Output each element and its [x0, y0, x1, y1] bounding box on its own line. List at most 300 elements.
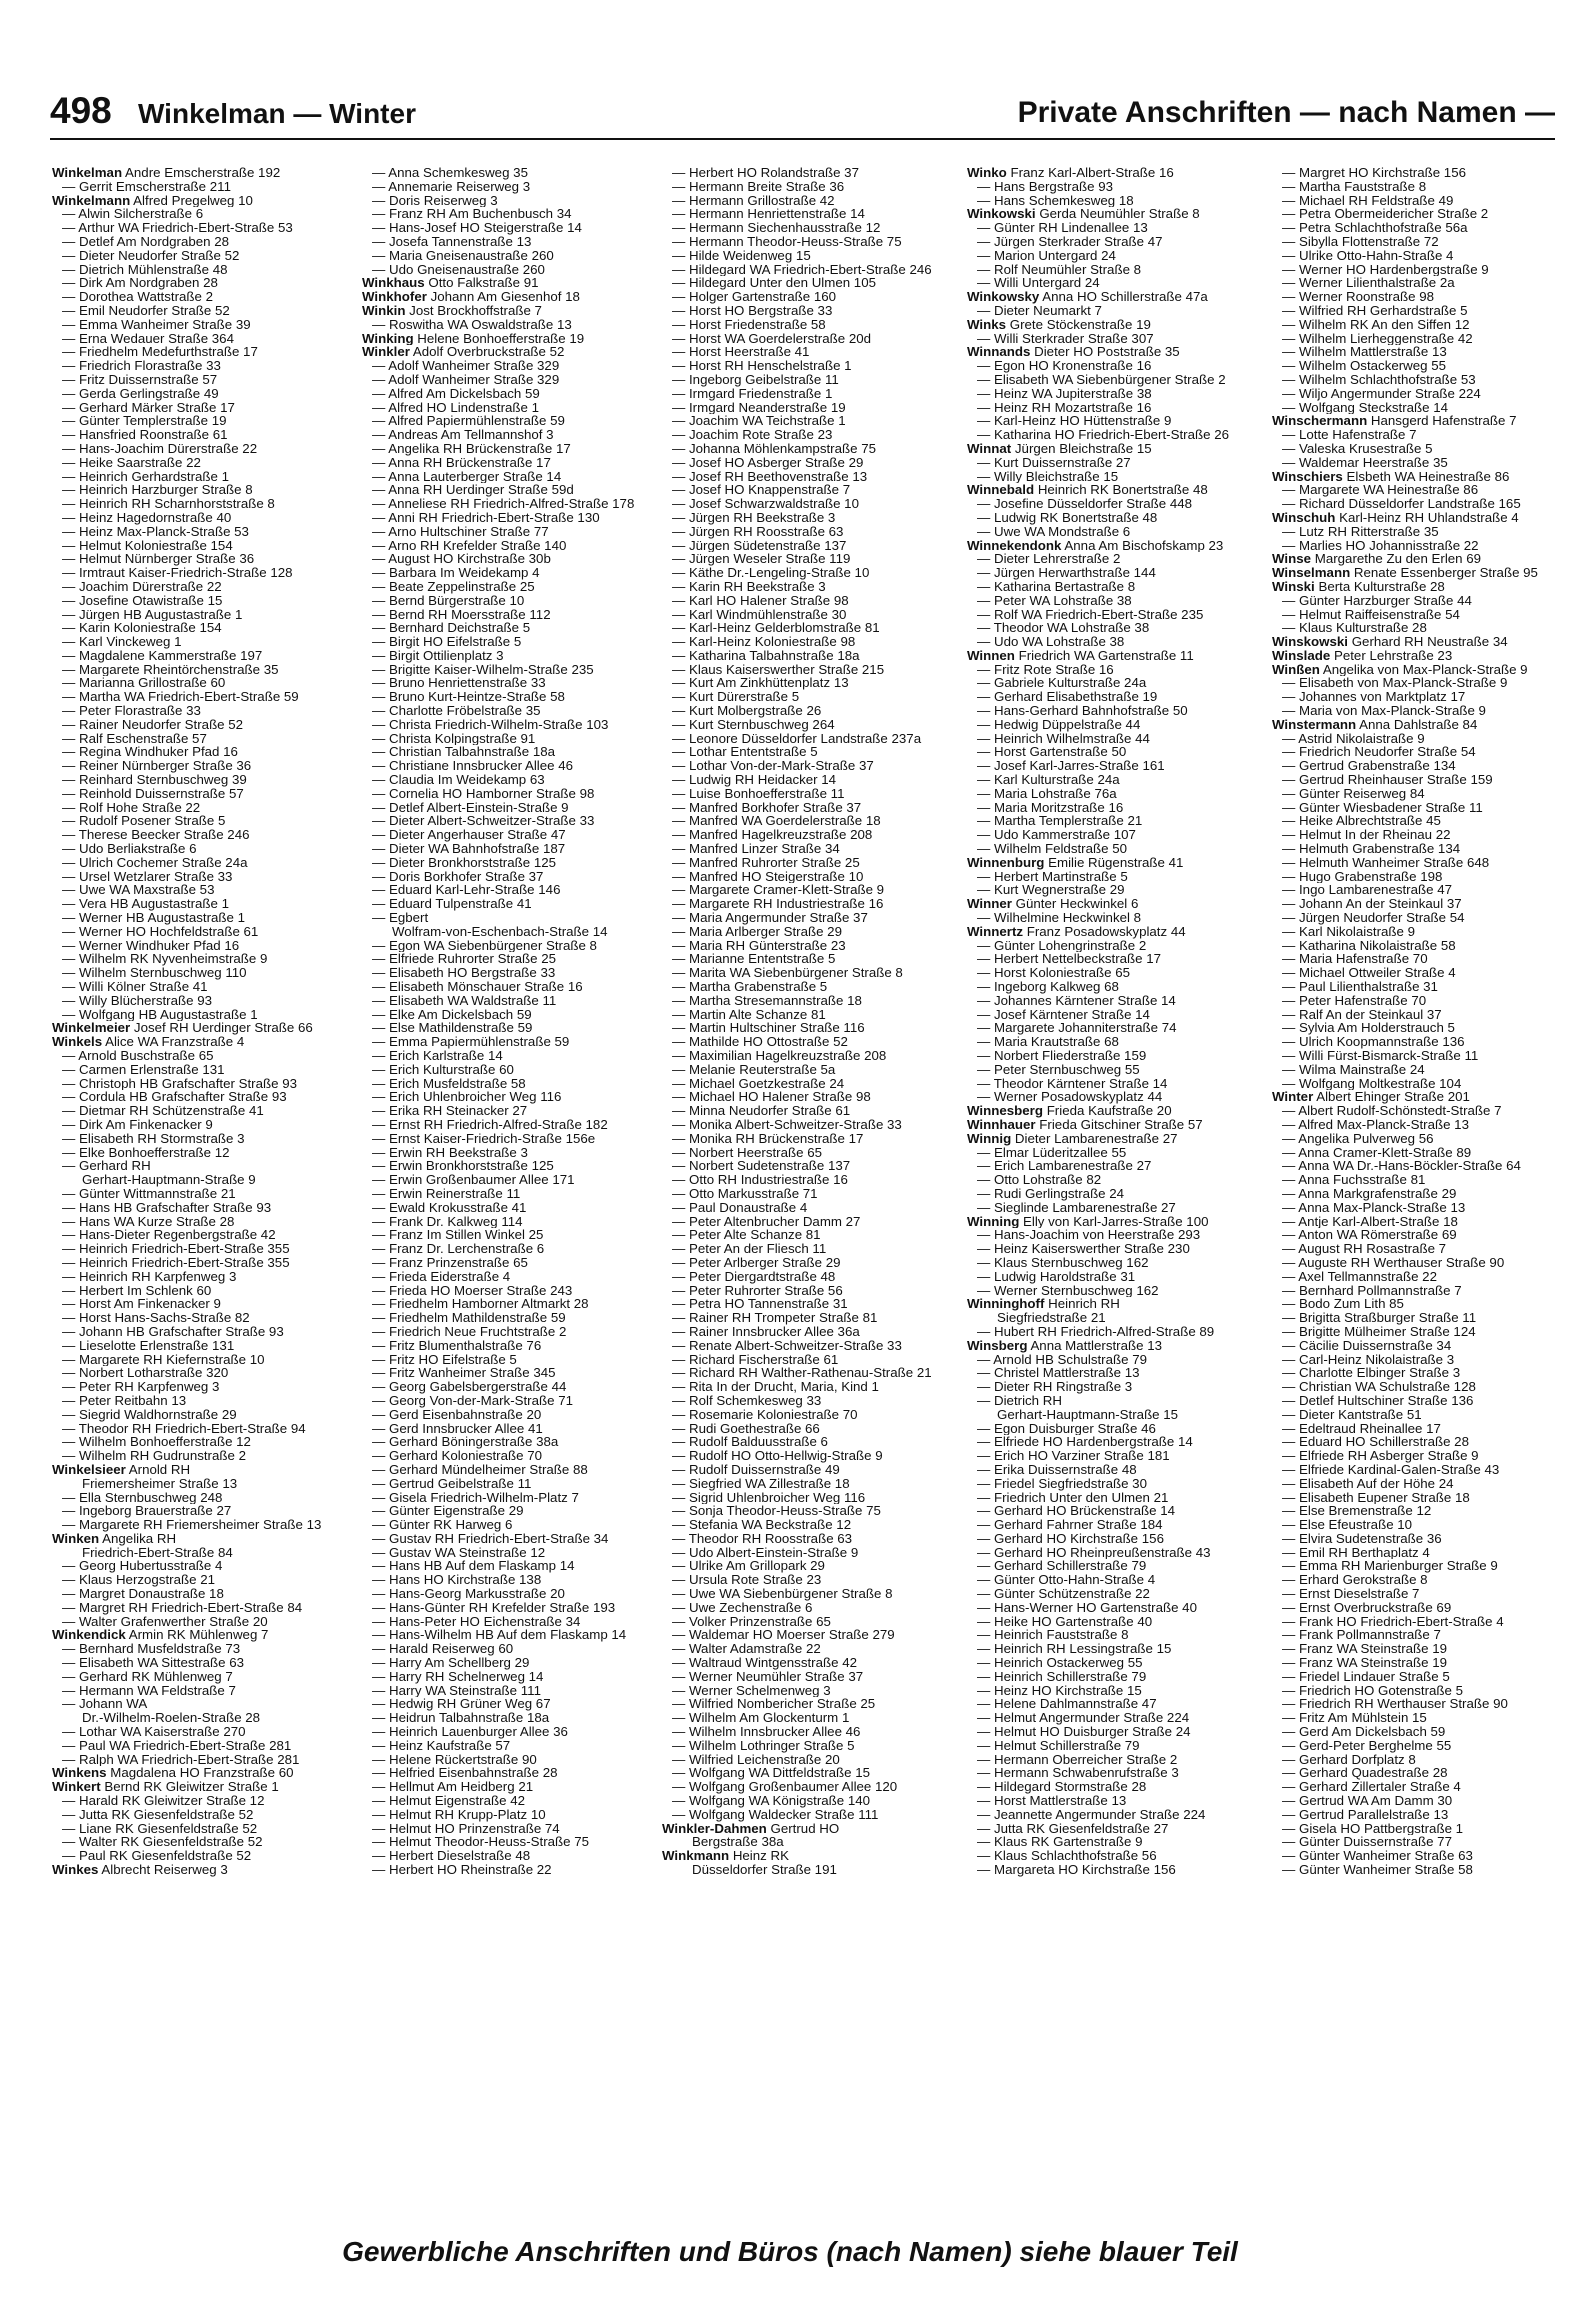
directory-entry [52, 387, 352, 401]
entry-details: — Auguste RH Werthauser Straße 90 [1282, 1255, 1505, 1270]
entry-details: — Roswitha WA Oswaldstraße 13 [372, 317, 572, 332]
entry-details: — Johann HB Grafschafter Straße 93 [62, 1324, 284, 1339]
entry-details: — Carmen Erlenstraße 131 [62, 1062, 225, 1077]
directory-entry [1272, 1808, 1572, 1822]
directory-entry [967, 1670, 1267, 1684]
entry-details: Bergstraße 38a [692, 1835, 784, 1850]
entry-details: — Stefania WA Beckstraße 12 [672, 1518, 852, 1532]
entry-details: — Gustav RH Friedrich-Ebert-Straße 34 [372, 1531, 609, 1546]
directory-entry [967, 511, 1267, 525]
directory-entry [1272, 1711, 1572, 1725]
entry-details: — Friedhelm Mathildenstraße 59 [372, 1311, 566, 1325]
entry-details: — Norbert Lotharstraße 320 [62, 1366, 229, 1381]
directory-entry [967, 1656, 1267, 1670]
entry-details: — Karl Windmühlenstraße 30 [672, 607, 847, 622]
entry-surname: Winkens [52, 1766, 107, 1781]
entry-details: — Günter RK Harweg 6 [372, 1518, 513, 1532]
entry-details: — Ingo Lambarenestraße 47 [1282, 883, 1453, 898]
directory-entry [1272, 1284, 1572, 1298]
directory-entry [52, 207, 352, 221]
entry-details: — Gerda Gerlingstraße 49 [62, 386, 219, 401]
entry-details: — Otto Lohstraße 82 [977, 1173, 1102, 1187]
directory-entry [967, 759, 1267, 773]
entry-details: — Hermann Breite Straße 36 [672, 179, 845, 194]
directory-entry [967, 787, 1267, 801]
entry-details: — Heinz Max-Planck-Straße 53 [62, 524, 249, 539]
entry-details: — Alfred Am Dickelsbach 59 [372, 386, 540, 401]
entry-details: — Sonja Theodor-Heuss-Straße 75 [672, 1504, 881, 1519]
directory-entry [662, 1077, 962, 1091]
entry-details: — Birgit HO Eifelstraße 5 [372, 635, 522, 649]
directory-entry [362, 194, 662, 208]
entry-details: — Margret Donaustraße 18 [62, 1587, 224, 1601]
entry-details: — Uwe WA Maxstraße 53 [62, 883, 215, 898]
entry-details: — Ursula Rote Straße 23 [672, 1573, 822, 1588]
entry-details: — Helmut HO Prinzenstraße 74 [372, 1821, 560, 1836]
entry-details: Elsbeth WA Heinestraße 86 [1346, 469, 1510, 484]
entry-surname: Winkels [52, 1035, 103, 1049]
entry-details: — Hermann Siechenhausstraße 12 [672, 221, 881, 235]
entry-details: — Emil RH Berthaplatz 4 [1282, 1545, 1430, 1560]
directory-entry [967, 1215, 1267, 1229]
directory-entry [1272, 842, 1572, 856]
directory-entry [52, 676, 352, 690]
entry-details: — Dieter Albert-Schweitzer-Straße 33 [372, 814, 595, 829]
entry-details: — Dorothea Wattstraße 2 [62, 290, 213, 304]
entry-details: — Karl HO Halener Straße 98 [672, 593, 849, 608]
entry-details: Josef RH Uerdinger Straße 66 [133, 1021, 313, 1036]
entry-details: — Anna Markgrafenstraße 29 [1282, 1186, 1457, 1201]
entry-details: — Peter Reitbahn 13 [62, 1393, 187, 1408]
directory-entry [662, 1491, 962, 1505]
entry-details: Jost Brockhoffstraße 7 [409, 303, 542, 318]
directory-entry [967, 621, 1267, 635]
directory-entry [1272, 1835, 1572, 1849]
directory-entry [967, 690, 1267, 704]
entry-details: Angelika von Max-Planck-Straße 9 [1322, 662, 1528, 677]
directory-entry [52, 718, 352, 732]
directory-entry [662, 483, 962, 497]
directory-entry [967, 1573, 1267, 1587]
entry-details: Gerhart-Hauptmann-Straße 15 [997, 1407, 1179, 1422]
directory-entry [662, 1656, 962, 1670]
directory-entry [1272, 1573, 1572, 1587]
entry-details: — Udo Albert-Einstein-Straße 9 [672, 1545, 859, 1560]
directory-entry [967, 332, 1267, 346]
directory-entry [52, 594, 352, 608]
directory-entry [967, 939, 1267, 953]
entry-surname: Winnen [967, 648, 1015, 663]
directory-entry [662, 1132, 962, 1146]
entry-details: — Norbert Heerstraße 65 [672, 1145, 823, 1160]
directory-entry [362, 1518, 662, 1532]
directory-entry [662, 994, 962, 1008]
entry-surname: Winkowsky [967, 290, 1040, 304]
directory-entry [662, 594, 962, 608]
directory-entry [662, 249, 962, 263]
entry-details: — Günter Schützenstraße 22 [977, 1587, 1150, 1601]
entry-details: — Adolf Wanheimer Straße 329 [372, 359, 560, 373]
directory-entry [967, 1435, 1267, 1449]
entry-details: Angelika RH [102, 1531, 177, 1546]
directory-entry [362, 1863, 662, 1877]
entry-details: — Ludwig Haroldstraße 31 [977, 1269, 1136, 1284]
directory-entry [1272, 732, 1572, 746]
directory-entry [52, 442, 352, 456]
directory-entry [662, 732, 962, 746]
entry-details: — Manfred WA Goerdelerstraße 18 [672, 814, 881, 829]
entry-details: — Horst Friedenstraße 58 [672, 317, 826, 332]
entry-details: — Ursel Wetzlarer Straße 33 [62, 869, 233, 884]
directory-entry [362, 594, 662, 608]
entry-details: — Wilfried Nombericher Straße 25 [672, 1697, 876, 1712]
directory-entry [967, 842, 1267, 856]
directory-entry [52, 663, 352, 677]
entry-details: — Franz Prinzenstraße 65 [372, 1255, 528, 1270]
entry-details: — Helmuth Wanheimer Straße 648 [1282, 855, 1490, 870]
entry-details: Margarethe Zu den Erlen 69 [1314, 552, 1482, 567]
directory-entry [362, 1394, 662, 1408]
directory-entry [362, 442, 662, 456]
entry-details: — Hermann Oberreicher Straße 2 [977, 1752, 1178, 1767]
directory-entry [967, 897, 1267, 911]
directory-entry [362, 1215, 662, 1229]
entry-details: — Egon Duisburger Straße 46 [977, 1421, 1156, 1436]
entry-details: — Maria Lohstraße 76a [977, 786, 1117, 801]
entry-details: — Helmut HO Duisburger Straße 24 [977, 1725, 1191, 1739]
entry-details: — Helmuth Grabenstraße 134 [1282, 842, 1461, 856]
directory-entry [662, 1587, 962, 1601]
directory-entry [662, 1118, 962, 1132]
entry-details: — Karl Nikolaistraße 9 [1282, 924, 1416, 939]
directory-entry [362, 1187, 662, 1201]
directory-entry [967, 1366, 1267, 1380]
entry-details: — Karin RH Beekstraße 3 [672, 579, 826, 594]
directory-entry [52, 235, 352, 249]
directory-entry [52, 1049, 352, 1063]
entry-details: — Bernd Bürgerstraße 10 [372, 593, 525, 608]
entry-details: — Hans WA Kurze Straße 28 [62, 1214, 235, 1229]
directory-entry [662, 608, 962, 622]
directory-entry [52, 1366, 352, 1380]
directory-entry [1272, 994, 1572, 1008]
entry-surname: Winkhaus [362, 276, 425, 291]
entry-details: — Melanie Reuterstraße 5a [672, 1062, 836, 1077]
directory-entry [662, 1159, 962, 1173]
entry-surname: Winslade [1272, 648, 1331, 663]
entry-details: — Heike HO Gartenstraße 40 [977, 1614, 1153, 1629]
directory-entry [662, 1642, 962, 1656]
directory-entry [1272, 635, 1572, 649]
directory-entry [662, 1339, 962, 1353]
entry-details: — Günter Wanheimer Straße 63 [1282, 1849, 1473, 1864]
directory-entry [1272, 1794, 1572, 1808]
directory-entry [967, 745, 1267, 759]
entry-details: — Christa Kolpingstraße 91 [372, 731, 536, 746]
entry-details: — Martha Grabenstraße 5 [672, 980, 828, 994]
directory-entry [362, 1739, 662, 1753]
directory-entry [52, 332, 352, 346]
entry-details: — Heinrich Harzburger Straße 8 [62, 483, 253, 498]
directory-entry [662, 166, 962, 180]
directory-entry [362, 1477, 662, 1491]
entry-details: — Kurt Sternbuschweg 264 [672, 717, 835, 732]
entry-details: — Franz Im Stillen Winkel 25 [372, 1228, 544, 1243]
directory-entry [52, 1849, 352, 1863]
entry-details: — Herbert Nettelbeckstraße 17 [977, 952, 1162, 967]
directory-entry [1272, 1491, 1572, 1505]
directory-entry [52, 732, 352, 746]
directory-entry [967, 1104, 1267, 1118]
entry-details: — Maria Arlberger Straße 29 [672, 924, 842, 939]
directory-entry [662, 235, 962, 249]
entry-details: — Liane RK Giesenfeldstraße 52 [62, 1821, 258, 1836]
entry-details: — Dirk Am Nordgraben 28 [62, 276, 218, 291]
entry-details: — Heinrich RH Karpfenweg 3 [62, 1269, 237, 1284]
entry-details: — Ludwig RH Heidacker 14 [672, 773, 837, 787]
directory-entry [52, 1711, 352, 1725]
entry-details: — Gerhard Böningerstraße 38a [372, 1435, 559, 1450]
entry-details: — Klaus Kaiserswerther Straße 215 [672, 662, 885, 677]
directory-entry [967, 635, 1267, 649]
directory-entry [662, 1256, 962, 1270]
directory-entry [362, 1311, 662, 1325]
entry-details: — Rudolf Balduusstraße 6 [672, 1435, 828, 1450]
entry-details: — Otto RH Industriestraße 16 [672, 1173, 848, 1187]
entry-details: Frieda Gitschiner Straße 57 [1039, 1117, 1203, 1132]
entry-details: — Hans-Joachim Dürerstraße 22 [62, 441, 258, 456]
entry-details: — Joachim WA Teichstraße 1 [672, 414, 846, 429]
entry-details: — Michael Ottweiler Straße 4 [1282, 966, 1456, 981]
directory-entry [362, 1835, 662, 1849]
entry-details: — Theodor RH Friedrich-Ebert-Straße 94 [62, 1421, 306, 1436]
entry-surname: Winkler-Dahmen [662, 1821, 767, 1836]
entry-surname: Winking [362, 331, 414, 346]
entry-details: — Karl-Heinz HO Hüttenstraße 9 [977, 414, 1172, 429]
entry-details: — Eduard Karl-Lehr-Straße 146 [372, 883, 561, 898]
entry-details: — Dietmar RH Schützenstraße 41 [62, 1104, 264, 1118]
entry-surname: Winkelman [52, 166, 123, 180]
entry-details: — Luise Bonhoefferstraße 11 [672, 786, 845, 801]
entry-details: — Reinhold Duissernstraße 57 [62, 786, 244, 801]
entry-details: — Gerd Eisenbahnstraße 20 [372, 1407, 542, 1422]
entry-details: — Gerhard HO Rheinpreußenstraße 43 [977, 1545, 1211, 1560]
directory-entry [662, 539, 962, 553]
entry-details: Adolf Overbruckstraße 52 [412, 345, 565, 360]
entry-details: Anna HO Schillerstraße 47a [1042, 290, 1208, 304]
entry-details: — Paul Donaustraße 4 [672, 1200, 808, 1215]
entry-details: — Axel Tellmannstraße 22 [1282, 1269, 1437, 1284]
directory-entry [967, 1794, 1267, 1808]
directory-entry [967, 359, 1267, 373]
entry-details: — Margret RH Friedrich-Ebert-Straße 84 [62, 1600, 303, 1615]
directory-entry [52, 276, 352, 290]
entry-details: — Albert Rudolf-Schönstedt-Straße 7 [1282, 1104, 1502, 1118]
entry-details: — Wilhelm Bonhoefferstraße 12 [62, 1435, 251, 1450]
directory-entry [52, 1518, 352, 1532]
entry-details: — Klaus Kulturstraße 28 [1282, 621, 1427, 636]
entry-details: — Hans-Peter HO Eichenstraße 34 [372, 1614, 581, 1629]
directory-entry [662, 1808, 962, 1822]
directory-entry [52, 511, 352, 525]
entry-surname: Winnebald [967, 483, 1035, 498]
directory-entry [967, 663, 1267, 677]
entry-details: — Werner Roonstraße 98 [1282, 290, 1434, 304]
entry-surname: Winning [967, 1214, 1020, 1229]
entry-details: — Egbert [372, 911, 429, 925]
entry-details: — Eduard HO Schillerstraße 28 [1282, 1435, 1469, 1450]
directory-entry [52, 414, 352, 428]
entry-surname: Winkes [52, 1863, 99, 1877]
directory-entry [362, 621, 662, 635]
entry-details: — Petra Obermeidericher Straße 2 [1282, 207, 1489, 222]
entry-details: — Werner Neumühler Straße 37 [672, 1669, 864, 1684]
directory-entry [662, 304, 962, 318]
entry-surname: Winßen [1272, 662, 1320, 677]
directory-entry [967, 552, 1267, 566]
directory-entry [52, 1021, 352, 1035]
entry-details: — Hans HB Grafschafter Straße 93 [62, 1200, 272, 1215]
directory-entry [662, 470, 962, 484]
directory-entry [662, 1408, 962, 1422]
directory-entry [967, 1780, 1267, 1794]
directory-entry [662, 180, 962, 194]
column-5 [1272, 166, 1572, 2171]
entry-details: — Gerhard Dorfplatz 8 [1282, 1752, 1416, 1767]
entry-details: — Heinrich RH Lessingstraße 15 [977, 1642, 1172, 1657]
entry-details: — Lotte Hafenstraße 7 [1282, 428, 1417, 442]
directory-entry [52, 814, 352, 828]
directory-entry [967, 1546, 1267, 1560]
directory-entry [967, 207, 1267, 221]
entry-details: — Gertrud Rheinhauser Straße 159 [1282, 773, 1493, 787]
directory-entry [662, 1835, 962, 1849]
directory-entry [967, 1739, 1267, 1753]
entry-details: — August RH Rosastraße 7 [1282, 1242, 1447, 1256]
directory-entry [662, 1297, 962, 1311]
entry-details: — Hans-Wilhelm HB Auf dem Flaskamp 14 [372, 1628, 627, 1643]
directory-entry [662, 290, 962, 304]
directory-entry [662, 1187, 962, 1201]
directory-entry [362, 1132, 662, 1146]
entry-surname: Winkhofer [362, 290, 427, 304]
directory-entry [1272, 1104, 1572, 1118]
entry-details: — Walter RK Giesenfeldstraße 52 [62, 1835, 263, 1850]
entry-details: — Detlef Hultschiner Straße 136 [1282, 1393, 1474, 1408]
directory-entry [1272, 566, 1572, 580]
entry-details: Gertrud HO [770, 1821, 840, 1836]
directory-entry [362, 1408, 662, 1422]
entry-details: — Günter Otto-Hahn-Straße 4 [977, 1573, 1156, 1588]
entry-details: — Paul WA Friedrich-Ebert-Straße 281 [62, 1738, 292, 1753]
directory-entry [362, 1794, 662, 1808]
directory-entry [1272, 594, 1572, 608]
directory-entry [967, 483, 1267, 497]
directory-entry [362, 745, 662, 759]
entry-details: Helene Bonhoefferstraße 19 [417, 331, 585, 346]
entry-details: — Margareta HO Kirchstraße 156 [977, 1863, 1176, 1877]
entry-details: — Christiane Innsbrucker Allee 46 [372, 759, 574, 774]
directory-entry [1272, 676, 1572, 690]
entry-details: — Gerd Innsbrucker Allee 41 [372, 1421, 543, 1436]
entry-details: — Renate Albert-Schweitzer-Straße 33 [672, 1338, 902, 1353]
entry-details: — Gerrit Emscherstraße 211 [62, 179, 231, 194]
directory-entry [967, 428, 1267, 442]
directory-entry [662, 1201, 962, 1215]
entry-details: — Wolfgang Großenbaumer Allee 120 [672, 1780, 898, 1795]
entry-details: — Rainer Neudorfer Straße 52 [62, 717, 244, 732]
entry-details: — Fritz Wanheimer Straße 345 [372, 1366, 556, 1381]
directory-entry [1272, 1159, 1572, 1173]
entry-details: — Arno Hultschiner Straße 77 [372, 524, 549, 539]
entry-details: — Friedhelm Hamborner Altmarkt 28 [372, 1297, 589, 1312]
directory-entry [967, 180, 1267, 194]
entry-details: — Jürgen Südetenstraße 137 [672, 538, 847, 553]
entry-details: — Alwin Silcherstraße 6 [62, 207, 204, 222]
directory-entry [1272, 1118, 1572, 1132]
directory-entry [52, 1808, 352, 1822]
entry-surname: Winkmann [662, 1849, 730, 1864]
entry-surname: Winner [967, 897, 1012, 912]
directory-entry [662, 1435, 962, 1449]
entry-details: — Frieda Eiderstraße 4 [372, 1269, 511, 1284]
entry-details: — Gisela HO Pattbergstraße 1 [1282, 1821, 1464, 1836]
entry-details: — Ulrike Am Grillopark 29 [672, 1559, 825, 1574]
entry-details: — Margarete WA Heinestraße 86 [1282, 483, 1479, 498]
directory-entry [362, 401, 662, 415]
entry-details: — Josef Karl-Jarres-Straße 161 [977, 759, 1165, 774]
entry-details: — Johanna Möhlenkampstraße 75 [672, 441, 876, 456]
entry-details: — Peter Diergardtstraße 48 [672, 1269, 836, 1284]
directory-entry [1272, 897, 1572, 911]
directory-entry [1272, 1187, 1572, 1201]
directory-entry [52, 1435, 352, 1449]
listing-columns [52, 166, 1562, 2171]
entry-details: — Christel Mattlerstraße 13 [977, 1366, 1140, 1381]
entry-details: — Annemarie Reiserweg 3 [372, 179, 531, 194]
entry-details: — Hans HB Auf dem Flaskamp 14 [372, 1559, 575, 1574]
directory-entry [967, 1228, 1267, 1242]
entry-details: — Peter Ruhrorter Straße 56 [672, 1283, 843, 1298]
entry-details: — Rainer RH Trompeter Straße 81 [672, 1311, 878, 1325]
directory-entry [1272, 580, 1572, 594]
directory-entry [967, 263, 1267, 277]
directory-entry [967, 373, 1267, 387]
entry-details: Franz Karl-Albert-Straße 16 [1010, 166, 1174, 180]
entry-details: — Theodor RH Roosstraße 63 [672, 1531, 853, 1546]
entry-details: — Günter Wanheimer Straße 58 [1282, 1863, 1473, 1877]
directory-entry [1272, 1435, 1572, 1449]
directory-entry [362, 1228, 662, 1242]
entry-details: — Horst HO Bergstraße 33 [672, 303, 833, 318]
entry-details: — Horst Mattlerstraße 13 [977, 1794, 1127, 1808]
entry-details: — Minna Neudorfer Straße 61 [672, 1104, 851, 1118]
entry-details: — Dieter Kantstraße 51 [1282, 1407, 1422, 1422]
entry-details: — Gertrud Grabenstraße 134 [1282, 759, 1456, 774]
directory-entry [662, 828, 962, 842]
directory-entry [662, 663, 962, 677]
directory-entry [967, 649, 1267, 663]
entry-details: — Helmut Nürnberger Straße 36 [62, 552, 255, 567]
directory-entry [52, 1353, 352, 1367]
entry-surname: Winkelsieer [52, 1462, 126, 1477]
entry-details: — Wilhelm Sternbuschweg 110 [62, 966, 247, 981]
entry-details: — Ernst Dieselstraße 7 [1282, 1587, 1420, 1601]
entry-details: — Gerd Am Dickelsbach 59 [1282, 1725, 1446, 1739]
directory-entry [967, 1077, 1267, 1091]
entry-details: — Elfriede Ruhrorter Straße 25 [372, 952, 557, 967]
entry-details: — Emma RH Marienburger Straße 9 [1282, 1559, 1498, 1574]
